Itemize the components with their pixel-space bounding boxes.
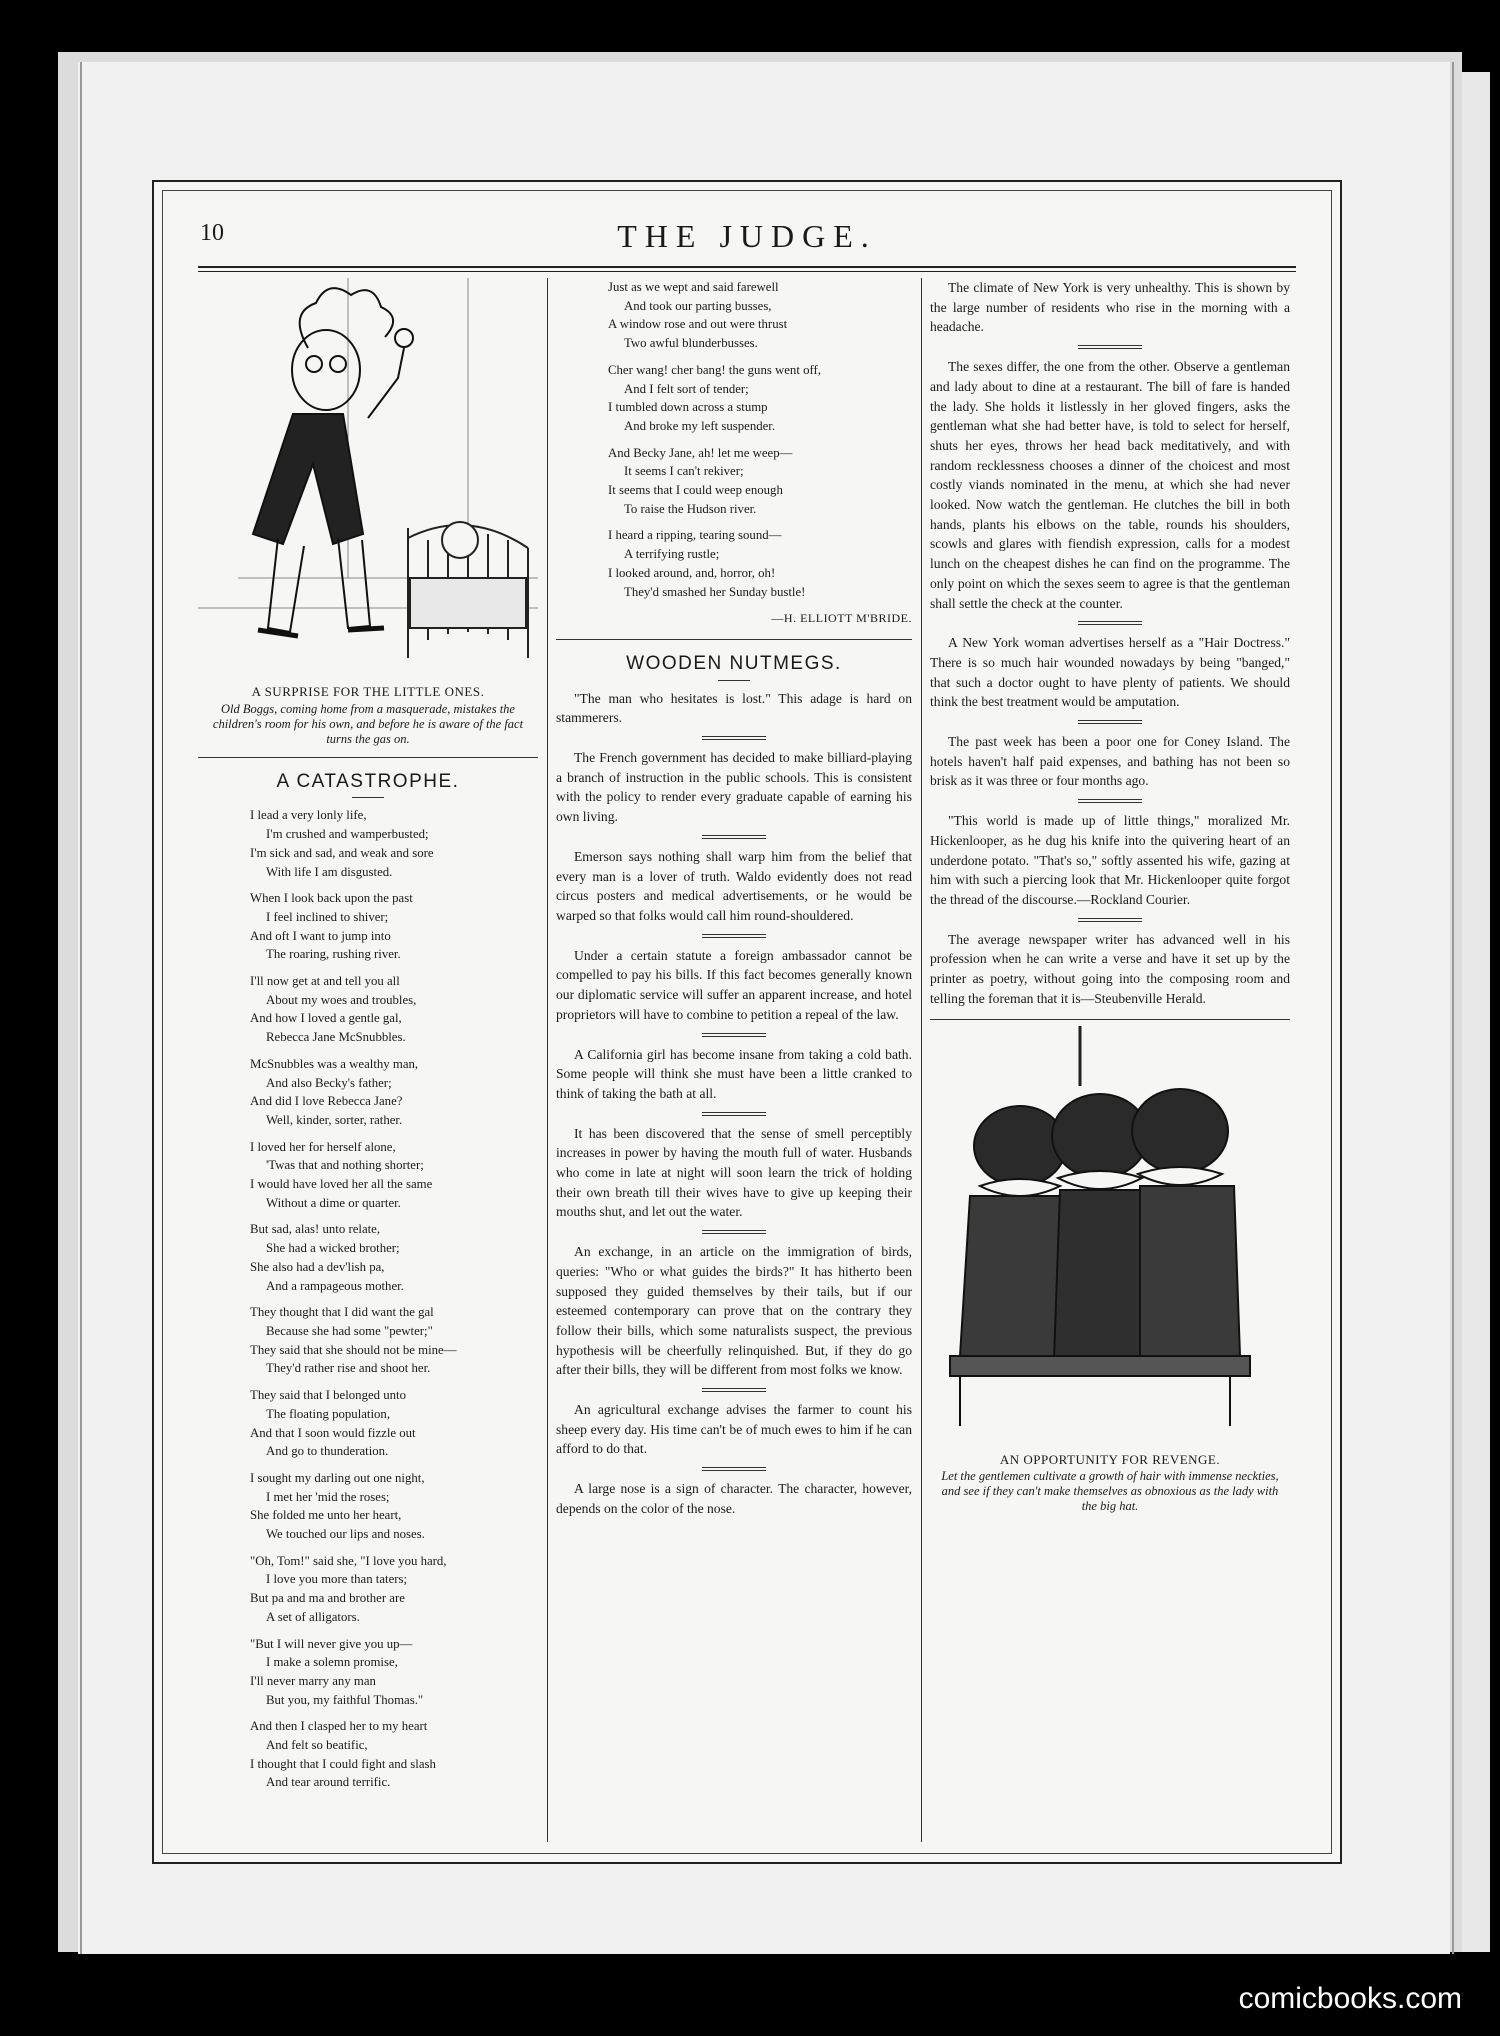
- poem-line: They thought that I did want the gal: [250, 1305, 434, 1320]
- poem-line: They'd rather rise and shoot her.: [266, 1361, 431, 1376]
- news-paragraph: The average newspaper writer has advanced well in his profession when he can write a verse and have it set up by the printer as poetry, without going into the composing room and telling the foreman that it is—Steubenville Herald.: [930, 931, 1290, 1006]
- poem-line: Two awful blunderbusses.: [624, 336, 758, 351]
- paragraph-divider: [1078, 799, 1142, 803]
- poem-line: McSnubbles was a wealthy man,: [250, 1056, 419, 1071]
- poem-line: And Becky Jane, ah! let me weep—: [608, 445, 793, 460]
- poem-line: I lead a very lonly life,: [250, 808, 367, 823]
- news-paragraph: "This world is made up of little things," moralized Mr. Hickenlooper, as he dug his knife into the quivering heart of an underdone potato. "That's so," softly assented his wife, gazing at him with such a piercing look that Mr. Hickenlooper quite forgot the thread of the discourse.—Rockland Courier.: [930, 813, 1290, 907]
- poem-line: I'll now get at and tell you all: [250, 974, 400, 989]
- watermark: comicbooks.com: [1238, 1982, 1462, 2015]
- caption-title: A SURPRISE FOR THE LITTLE ONES.: [251, 684, 485, 699]
- poem-stanza: [250, 1635, 538, 1710]
- poem-line: But you, my faithful Thomas.": [266, 1692, 424, 1707]
- poem-line: A window rose and out were thrust: [608, 317, 788, 332]
- poem-line: But sad, alas! unto relate,: [250, 1222, 381, 1237]
- poem-line: I feel inclined to shiver;: [266, 909, 389, 924]
- section-heading: WOODEN NUTMEGS.: [626, 652, 842, 674]
- poem-line: I sought my darling out one night,: [250, 1470, 425, 1485]
- paragraph-divider: [702, 1388, 766, 1392]
- paragraph-divider: [702, 1230, 766, 1234]
- paragraph-divider: [1078, 720, 1142, 724]
- poem-line: She also had a dev'lish pa,: [250, 1259, 385, 1274]
- poem-stanza: [250, 806, 538, 881]
- section-rule: [556, 639, 912, 640]
- poem-line: I would have loved her all the same: [250, 1177, 433, 1192]
- paragraph-divider: [702, 736, 766, 740]
- column-left: [198, 278, 538, 1842]
- poem-line: She had a wicked brother;: [266, 1241, 400, 1256]
- poem-line: I looked around, and, horror, oh!: [608, 565, 776, 580]
- column-rule: [921, 278, 922, 1842]
- poem-line: Rebecca Jane McSnubbles.: [266, 1030, 406, 1045]
- poem-stanza: [250, 1138, 538, 1213]
- poem-line: I'll never marry any man: [250, 1673, 376, 1688]
- poem-body: [198, 806, 538, 1792]
- illustration-surprise: [198, 278, 538, 678]
- caption-text: Let the gentlemen cultivate a growth of hair with immense neckties, and see if they can't make themselves as obnoxious as the lady with the big hat.: [941, 1469, 1279, 1514]
- next-page-sliver: [1462, 72, 1490, 1952]
- poem-stanza: [250, 1220, 538, 1295]
- page-number: 10: [200, 220, 224, 246]
- column-middle: [556, 278, 912, 1842]
- page-edge-line: [80, 62, 82, 1954]
- news-paragraph: Emerson says nothing shall warp him from the belief that every man is a lover of truth. Waldo evidently does not read circus posters and medical advertisements, or he would be warped so that folks would call him round-shouldered.: [556, 848, 912, 923]
- news-paragraph: An agricultural exchange advises the farmer to count his sheep every day. His time can't be of much ewes to him if he can afford to do that.: [556, 1402, 912, 1457]
- poem-line: I love you more than taters;: [266, 1572, 408, 1587]
- poem-stanza: [250, 1055, 538, 1130]
- poem-line: And also Becky's father;: [266, 1075, 392, 1090]
- poem-line: The roaring, rushing river.: [266, 947, 401, 962]
- poem-line: And oft I want to jump into: [250, 928, 391, 943]
- paragraph-divider: [1078, 621, 1142, 625]
- poem-stanza: [250, 972, 538, 1047]
- poem-line: I tumbled down across a stump: [608, 400, 768, 415]
- news-paragraph: An exchange, in an article on the immigration of birds, queries: "Who or what guides the birds?" It has hitherto been supposed they guided themselves by their tails, but if our esteemed contemporary can prove that on the contrary they follow their bills, which some naturalists suspect, the previous hypothesis will be cheerfully relinquished. But, if they do go after their bills, they will be different from most folks we know.: [556, 1244, 912, 1378]
- paragraph-divider: [702, 934, 766, 938]
- poem-line: But pa and ma and brother are: [250, 1591, 405, 1606]
- poem-line: About my woes and troubles,: [266, 992, 417, 1007]
- section-rule: [198, 757, 538, 758]
- poem-line: And took our parting busses,: [624, 298, 772, 313]
- poem-line: A terrifying rustle;: [624, 547, 720, 562]
- poem-stanza: [250, 1386, 538, 1461]
- paragraph-divider: [702, 1033, 766, 1037]
- poem-line: Well, kinder, sorter, rather.: [266, 1112, 403, 1127]
- poem-line: When I look back upon the past: [250, 891, 413, 906]
- poem-line: And I felt sort of tender;: [624, 381, 749, 396]
- poem-line: Cher wang! cher bang! the guns went off,: [608, 362, 821, 377]
- news-paragraph: The climate of New York is very unhealthy. This is shown by the large number of residents who rise in the morning with a headache.: [930, 280, 1290, 335]
- poem-line: And tear around terrific.: [266, 1775, 391, 1790]
- poem-line: And broke my left suspender.: [624, 418, 776, 433]
- poem-stanza: [608, 444, 912, 519]
- poem-stanza: [250, 889, 538, 964]
- caption-title: AN OPPORTUNITY FOR REVENGE.: [999, 1451, 1221, 1467]
- poem-line: I heard a ripping, tearing sound—: [608, 528, 782, 543]
- news-paragraph: The French government has decided to make billiard-playing a branch of instruction in the public schools. This is consistent with the policy to render every graduate capable of earning his own living.: [556, 750, 912, 825]
- column-rule: [547, 278, 548, 1842]
- poem-line: It seems that I could weep enough: [608, 483, 783, 498]
- poem-line: I loved her for herself alone,: [250, 1139, 396, 1154]
- poem-stanza: [250, 1717, 538, 1792]
- paragraph-divider: [702, 1112, 766, 1116]
- newspaper-page: [152, 180, 1342, 1864]
- poem-stanza: [250, 1303, 538, 1378]
- caption-text: Old Boggs, coming home from a masquerade, mistakes the children's room for his own, and before he is aware of the fact turns the gas on.: [212, 701, 524, 746]
- poem-stanza: [608, 361, 912, 436]
- paragraph-list: [930, 278, 1290, 1009]
- paragraph-divider: [702, 835, 766, 839]
- poem-line: And a rampageous mother.: [266, 1278, 404, 1293]
- poem-line: And did I love Rebecca Jane?: [250, 1094, 403, 1109]
- poem-line: Just as we wept and said farewell: [608, 280, 779, 294]
- poem-stanza: [250, 1469, 538, 1544]
- news-paragraph: It has been discovered that the sense of smell perceptibly increases in power by having the mouth full of water. Husbands who come in late at night will soon learn the trick of holding their own breath till their wives have to give up keeping their mouths shut, and let out the water.: [556, 1125, 912, 1220]
- column-right: [930, 278, 1290, 1842]
- masthead: THE JUDGE.: [617, 218, 877, 254]
- poem-stanza: [608, 526, 912, 601]
- news-paragraph: A New York woman advertises herself as a "Hair Doctress." There is so much hair wounded nowadays by being "banged," that such a doctor ought to have plenty of patients. We should think the best treatment would be amputation.: [930, 635, 1290, 710]
- poem-line: To raise the Hudson river.: [624, 501, 757, 516]
- paragraph-divider: [1078, 918, 1142, 922]
- poem-line: She folded me unto her heart,: [250, 1508, 402, 1523]
- poem-line: Without a dime or quarter.: [266, 1195, 401, 1210]
- poem-stanza: [250, 1552, 538, 1627]
- news-paragraph: "The man who hesitates is lost." This adage is hard on stammerers.: [556, 690, 912, 726]
- poem-line: It seems I can't rekiver;: [624, 464, 744, 479]
- poem-line: And how I loved a gentle gal,: [250, 1011, 402, 1026]
- news-paragraph: Under a certain statute a foreign ambassador cannot be compelled to pay his bills. If this fact becomes generally known our diplomatic service will suffer an apparent increase, and hotel proprietors will have to combine to petition a repeal of the law.: [556, 947, 912, 1022]
- poem-line: The floating population,: [266, 1406, 391, 1421]
- news-paragraph: A California girl has become insane from taking a cold bath. Some people will think she must have been a little cranked to think of taking the bath at all.: [556, 1046, 912, 1101]
- poem-line: I make a solemn promise,: [266, 1655, 398, 1670]
- section-rule: [930, 1019, 1290, 1020]
- poem-line: And go to thunderation.: [266, 1444, 389, 1459]
- short-rule: [718, 680, 750, 681]
- paragraph-divider: [702, 1467, 766, 1471]
- news-paragraph: The sexes differ, the one from the other. Observe a gentleman and lady about to dine at a restaurant. The bill of fare is handed the lady. She holds it listlessly in her gloved fingers, asks the gentleman what she had better have, is told to select for herself, shuts her eyes, throws her head back meditatively, and with random recklessness chooses a dinner of the choicest and most costly viands nominated in the menu, at which she had never looked. Now watch the gentleman. He clutches the bill in both hands, plants his elbows on the table, rounds his shoulders, scowls and glares with fiendish expression, calls for a modest lunch on the cheapest dishes he can find on the programme. The only point on which the sexes seem to agree is that the gentleman shall settle the check at the counter.: [930, 359, 1290, 611]
- poem-line: A set of alligators.: [266, 1609, 360, 1624]
- poem-line: I'm sick and sad, and weak and sore: [250, 845, 434, 860]
- poem-line: And then I clasped her to my heart: [250, 1719, 428, 1734]
- short-rule: [352, 797, 384, 798]
- news-paragraph: The past week has been a poor one for Coney Island. The hotels haven't half paid expenses, and bathing has not been so brisk as it was three or four months ago.: [930, 734, 1290, 789]
- poem-line: I'm crushed and wamperbusted;: [266, 827, 429, 842]
- poem-signature: —H. ELLIOTT M'BRIDE.: [771, 611, 912, 626]
- poem-line: I met her 'mid the roses;: [266, 1489, 390, 1504]
- paragraph-list: [556, 689, 912, 1519]
- poem-stanza: [608, 278, 912, 353]
- poem-line: "But I will never give you up—: [250, 1636, 413, 1651]
- poem-line: And that I soon would fizzle out: [250, 1425, 416, 1440]
- news-paragraph: A large nose is a sign of character. The character, however, depends on the color of the nose.: [556, 1481, 912, 1516]
- illustration-revenge: [930, 1026, 1290, 1446]
- poem-line: And felt so beatific,: [266, 1738, 368, 1753]
- poem-line: They said that she should not be mine—: [250, 1342, 457, 1357]
- poem-title: A CATASTROPHE.: [276, 770, 460, 792]
- poem-line: We touched our lips and noses.: [266, 1527, 425, 1542]
- page-edge-line: [1452, 62, 1454, 1954]
- poem-line: They said that I belonged unto: [250, 1388, 407, 1403]
- paragraph-divider: [1078, 345, 1142, 349]
- poem-line: 'Twas that and nothing shorter;: [266, 1158, 424, 1173]
- poem-line: "Oh, Tom!" said she, "I love you hard,: [250, 1553, 447, 1568]
- poem-continued: [556, 278, 912, 601]
- poem-line: I thought that I could fight and slash: [250, 1756, 436, 1771]
- poem-line: Because she had some "pewter;": [266, 1323, 433, 1338]
- poem-line: They'd smashed her Sunday bustle!: [624, 584, 806, 599]
- masthead-rule: [198, 266, 1296, 272]
- poem-line: With life I am disgusted.: [266, 864, 393, 879]
